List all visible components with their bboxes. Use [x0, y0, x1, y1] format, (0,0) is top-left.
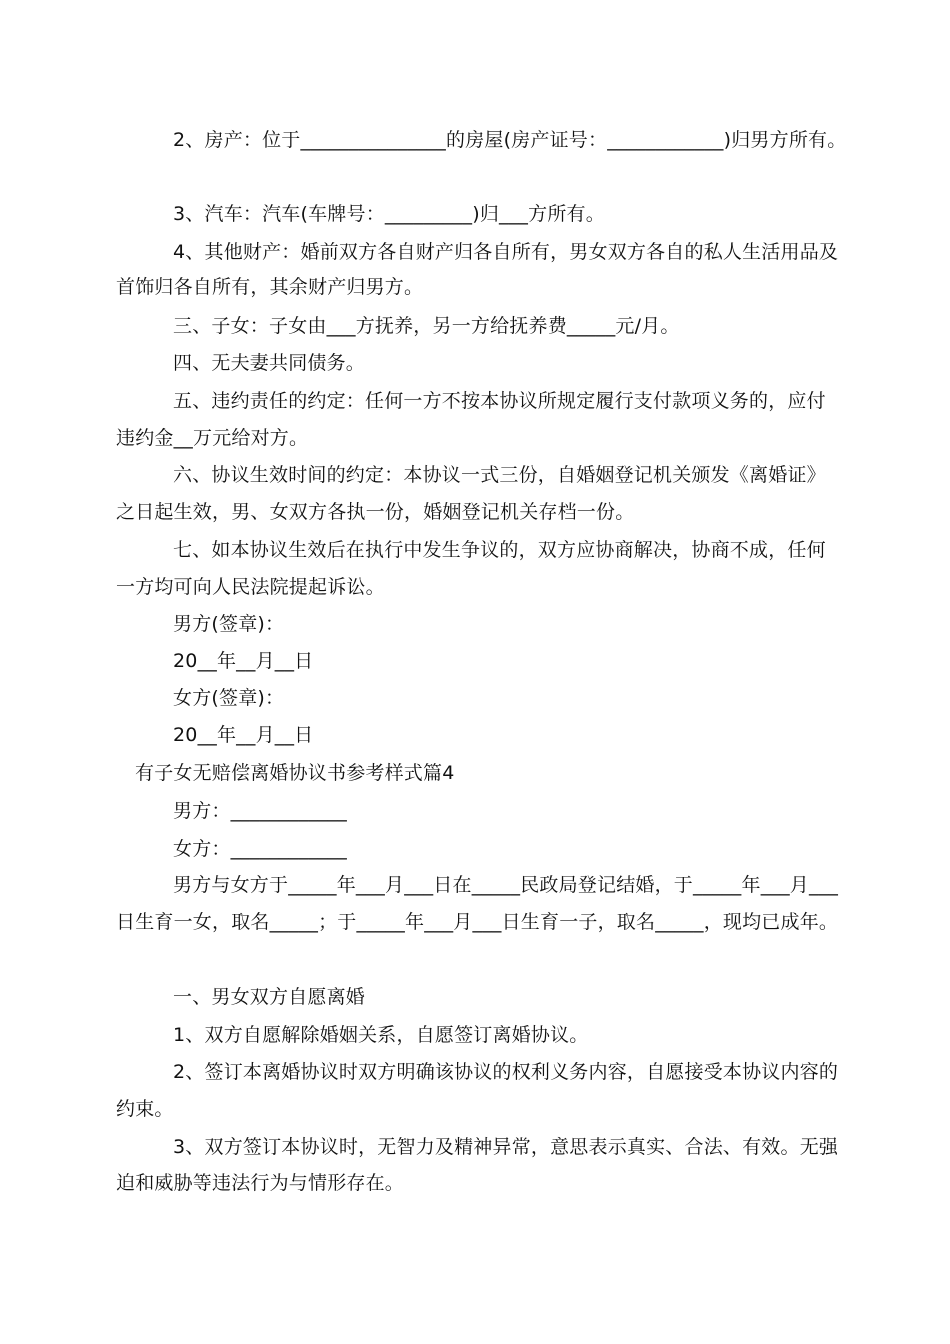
- article-one-item-3-cont: 迫和威胁等违法行为与情形存在。: [116, 1172, 405, 1194]
- clause-children: 三、子女：子女由___方抚养，另一方给抚养费_____元/月。: [173, 315, 680, 337]
- article-one-item-1: 1、双方自愿解除婚姻关系，自愿签订离婚协议。: [173, 1024, 589, 1046]
- female-signature: 女方(签章)：: [173, 687, 285, 709]
- clause-property-house: 2、房产：位于_______________的房屋(房产证号：____________)归男方所有。: [173, 129, 847, 151]
- marriage-info: 男方与女方于_____年___月___日在_____民政局登记结婚，于_____年___月___: [173, 874, 839, 896]
- male-signature-date: 20__年__月__日: [173, 650, 314, 672]
- article-one-item-2: 2、签订本离婚协议时双方明确该协议的权利义务内容，自愿接受本协议内容的: [173, 1061, 839, 1083]
- female-party-field: 女方：____________: [173, 838, 348, 860]
- section-heading: 有子女无赔偿离婚协议书参考样式篇4: [135, 762, 455, 784]
- clause-dispute-cont: 一方均可向人民法院提起诉讼。: [116, 576, 385, 598]
- female-signature-date: 20__年__月__日: [173, 724, 314, 746]
- clause-other-assets: 4、其他财产：婚前双方各自财产归各自所有，男女双方各自的私人生活用品及: [173, 241, 839, 263]
- clause-liability-cont: 违约金__万元给对方。: [116, 427, 309, 449]
- male-party-field: 男方：____________: [173, 800, 348, 822]
- clause-other-assets-cont: 首饰归各自所有，其余财产归男方。: [116, 276, 424, 298]
- clause-effective-cont: 之日起生效，男、女双方各执一份，婚姻登记机关存档一份。: [116, 501, 635, 523]
- clause-effective: 六、协议生效时间的约定：本协议一式三份，自婚姻登记机关颁发《离婚证》: [173, 464, 826, 486]
- clause-dispute: 七、如本协议生效后在执行中发生争议的，双方应协商解决，协商不成，任何: [173, 539, 826, 561]
- clause-property-car: 3、汽车：汽车(车牌号：_________)归___方所有。: [173, 203, 605, 225]
- male-signature: 男方(签章)：: [173, 613, 285, 635]
- clause-liability: 五、违约责任的约定：任何一方不按本协议所规定履行支付款项义务的，应付: [173, 390, 826, 412]
- article-one-heading: 一、男女双方自愿离婚: [173, 986, 366, 1008]
- clause-no-debt: 四、无夫妻共同债务。: [173, 352, 366, 374]
- article-one-item-2-cont: 约束。: [116, 1098, 174, 1120]
- article-one-item-3: 3、双方签订本协议时，无智力及精神异常，意思表示真实、合法、有效。无强: [173, 1136, 839, 1158]
- marriage-info-cont: 日生育一女，取名_____；于_____年___月___日生育一子，取名_____，现均已成年。: [116, 911, 839, 933]
